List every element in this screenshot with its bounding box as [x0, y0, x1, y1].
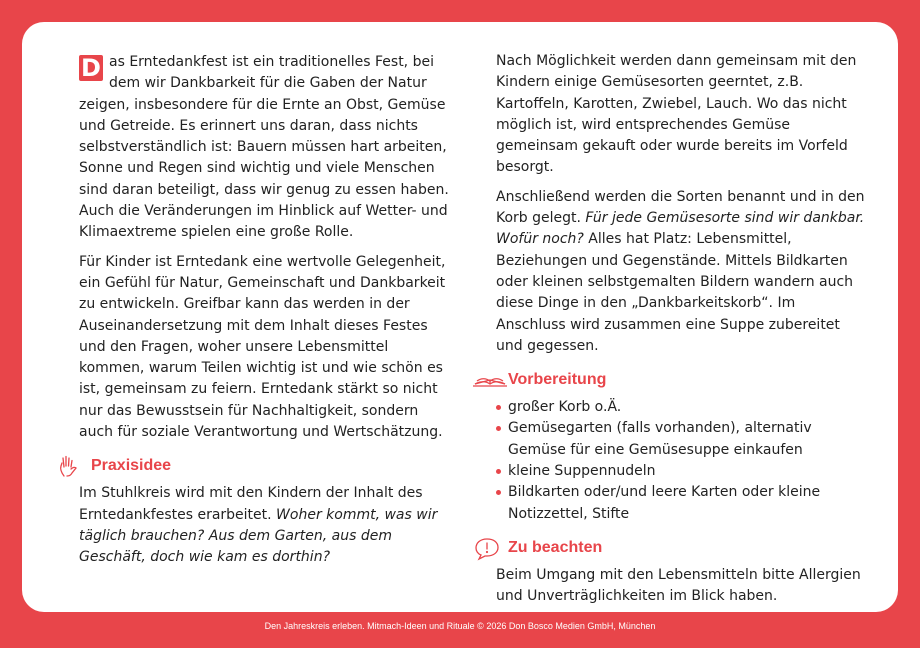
footer-copyright: Den Jahreskreis erleben. Mitmach-Ideen und Rituale © 2026 Don Bosco Medien GmbH, München: [264, 621, 656, 631]
left-column: [79, 52, 449, 577]
praxisidee-heading: [55, 455, 449, 477]
intro-paragraph: [79, 52, 449, 244]
attention-bubble-icon: [472, 537, 502, 559]
praxisidee-text-normal: Im Stuhlkreis wird mit den Kindern der Inhalt des Erntedankfestes erarbeitet.: [79, 485, 423, 523]
basket-text-normal: Anschließend werden die Sorten benannt und in den Korb gelegt.: [496, 188, 865, 227]
paragraph-children: Für Kinder ist Erntedank eine wertvolle Gelegenheit, ein Gefühl für Natur, Gemeinschaft und Dankbarkeit zu entwickeln. Greifbar kann das werden in der Auseinandersetzung mit dem Inhalt dieses Festes und den Fragen, woher unsere Lebensmittel kommen, warum Teilen wichtig ist und wie schön es ist, gemeinsam zu feiern. Erntedank stärkt so nicht nur das Bewusstsein für Nachhaltigkeit, sondern auch für soziale Verantwortung und Wertschätzung.: [79, 253, 446, 441]
vorbereitung-list: [496, 397, 866, 525]
dropcap-letter: D: [79, 55, 103, 81]
beachten-heading: [472, 537, 866, 559]
praxisidee-text-italic: Woher kommt, was wir täglich brauchen? Aus dem Garten, aus dem Geschäft, doch wie kam es dorthin?: [79, 506, 438, 566]
list-item: großer Korb o.Ä.: [496, 397, 866, 418]
basket-text-italic: Für jede Gemüsesorte sind wir dankbar. Wofür noch?: [496, 210, 865, 248]
vorbereitung-title: Vorbereitung: [508, 371, 607, 389]
paragraph-harvest: Nach Möglichkeit werden dann gemeinsam mit den Kindern einige Gemüsesorten geerntet, z.B. Kartoffeln, Karotten, Zwiebel, Lauch. Wo das nicht möglich ist, wird entsprechendes Gemüse gemeinsam gekauft oder wurde bereits im Vorfeld besorgt.: [496, 53, 857, 176]
vorbereitung-heading: [472, 369, 866, 391]
list-item: kleine Suppennudeln: [496, 461, 866, 482]
hand-icon: [55, 455, 85, 477]
paragraph-basket: [496, 187, 866, 357]
content-card: [22, 22, 898, 612]
beachten-title: Zu beachten: [508, 538, 603, 556]
book-icon: [472, 369, 502, 391]
praxisidee-text: [79, 483, 449, 568]
basket-text-rest: Alles hat Platz: Lebensmittel, Beziehungen und Gegenstände. Mittels Bildkarten oder kleinen selbstgemalten Bildern wandern auch diese Dinge in den „Dankbarkeitskorb“. Im Anschluss wird zusammen eine Suppe zubereitet und gegessen.: [496, 231, 854, 354]
beachten-text: Beim Umgang mit den Lebensmitteln bitte Allergien und Unverträglichkeiten im Blick haben.: [496, 566, 861, 605]
intro-text: as Erntedankfest ist ein traditionelles Fest, bei dem wir Dankbarkeit für die Gaben der Natur zeigen, insbesondere für die Ernte an Obst, Gemüse und Getreide. Es erinnert uns daran, dass nichts selbstverständlich ist: Bauern müssen hart arbeiten, Sonne und Regen sind wichtig und viele Menschen sind daran beteiligt, dass wir genug zu essen haben. Auch die Veränderungen im Hinblick auf Wetter- und Klimaextreme spielen eine große Rolle.: [79, 54, 449, 241]
list-item: Bildkarten oder/und leere Karten oder kleine Notizzettel, Stifte: [496, 482, 866, 525]
right-column: [496, 51, 866, 612]
list-item: Gemüsegarten (falls vorhanden), alternativ Gemüse für eine Gemüsesuppe einkaufen: [496, 418, 866, 461]
praxisidee-title: Praxisidee: [91, 457, 172, 475]
